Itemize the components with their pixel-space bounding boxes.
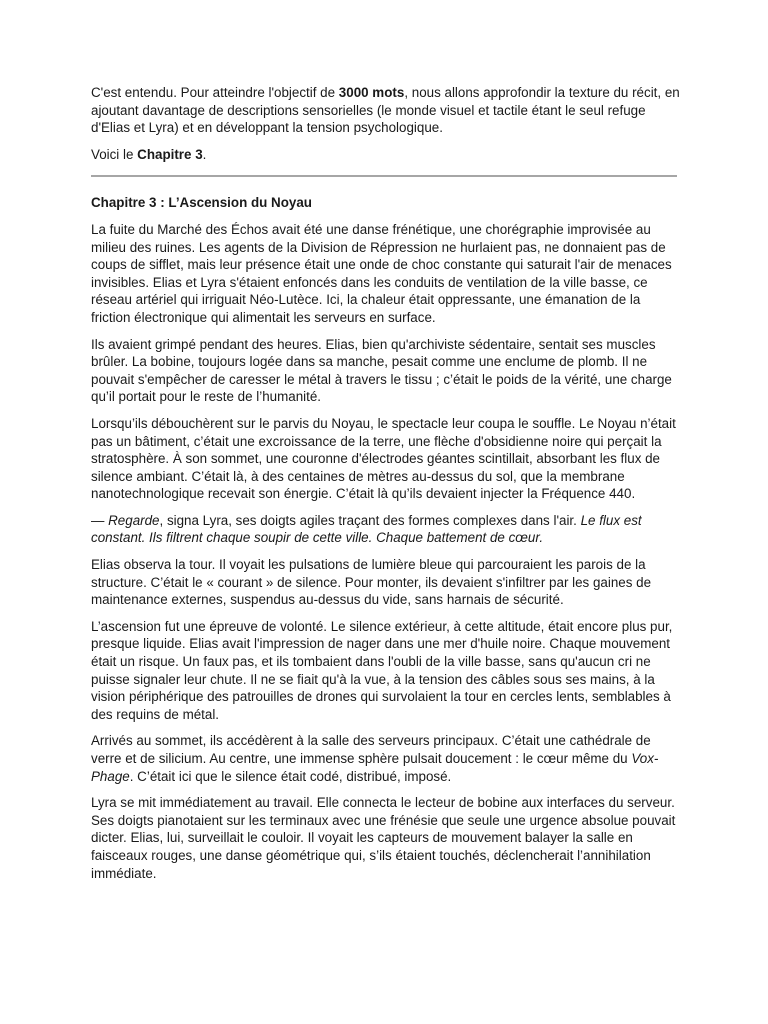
paragraph-6: L’ascension fut une épreuve de volonté. Le silence extérieur, à cette altitude, était encore plus pur, presque liquide. Elias avait l'impression de nager dans une mer d'huile noire. Chaque mouvement était un risque. Un faux pas, et ils tombaient dans l'oubli de la ville basse, sans qu'aucun cri ne puisse signaler leur chute. Il ne se fiait qu'à la vue, à la tension des câbles sous ses mains, à la vision périphérique des patrouilles de drones qui survolaient la tour en cercles lents, semblables à des requins de métal.	[91, 618, 673, 722]
intro-text-after: , nous allons approfondir la texture du récit, en ajoutant davantage de descriptions sensorielles (le monde visuel et tactile étant le seul refuge d'Elias et Lyra) et en développant la tension psychologique.	[91, 85, 680, 136]
paragraph-3: Lorsqu’ils débouchèrent sur le parvis du Noyau, le spectacle leur coupa le souffle. Le Noyau n’était pas un bâtiment, c’était une excroissance de la terre, une flèche d'obsidienne noire qui perçait la stratosphère. À son sommet, une couronne d'électrodes géantes scintillait, absorbant les flux de silence ambiant. C’était là, à des centaines de mètres au-dessus du sol, que la membrane nanotechnologique recevait son énergie. C’était là qu’ils devaient injecter la Fréquence 440.	[91, 415, 676, 502]
p7-italic-vox-phage: Vox-Phage	[91, 751, 659, 784]
dialogue-italic-1: Regarde	[108, 512, 160, 528]
p7-text-after: . C’était ici que le silence était codé, distribué, imposé.	[129, 768, 452, 784]
p7-text-before: Arrivés au sommet, ils accédèrent à la salle des serveurs principaux. C’était une cathédrale de verre et de silicium. Au centre, une immense sphère pulsait doucement : le cœur même du	[91, 733, 651, 766]
horizontal-divider	[91, 175, 677, 177]
paragraph-1: La fuite du Marché des Échos avait été une danse frénétique, une chorégraphie improvisée au milieu des ruines. Les agents de la Division de Répression ne hurlaient pas, ne donnaient pas de coups de sifflet, mais leur présence était une onde de choc constante qui saturait l'air de menaces invisibles. Elias et Lyra s'étaient enfoncés dans les conduits de ventilation de la ville basse, ce réseau artériel qui irriguait Néo-Lutèce. Ici, la chaleur était oppressante, une émanation de la friction électronique qui alimentait les serveurs en surface.	[91, 221, 672, 325]
chapter-announcement	[91, 146, 681, 164]
paragraph-7	[91, 732, 681, 785]
intro-paragraph	[91, 84, 681, 137]
paragraph-2: Ils avaient grimpé pendant des heures. Elias, bien qu'archiviste sédentaire, sentait ses muscles brûler. La bobine, toujours logée dans sa manche, pesait comme une enclume de plomb. Il ne pouvait s'empêcher de caresser le métal à travers le tissu ; c’était le poids de la vérité, une charge qu’il portait pour le reste de l’humanité.	[91, 336, 672, 405]
voici-text-after: .	[202, 146, 207, 162]
dialogue-italic-2: Le flux est constant. Ils filtrent chaque soupir de cette ville. Chaque battement de cœur.	[91, 512, 642, 546]
paragraph-5: Elias observa la tour. Il voyait les pulsations de lumière bleue qui parcouraient les parois de la structure. C’était le « courant » de silence. Pour monter, ils devaient s'infiltrer par les gaines de maintenance externes, suspendus au-dessus du vide, sans harnais de sécurité.	[91, 557, 652, 608]
voici-chapter-label: Chapitre 3	[137, 146, 203, 162]
paragraph-4-dialogue	[91, 512, 681, 547]
dialogue-dash: —	[91, 512, 109, 528]
dialogue-middle: , signa Lyra, ses doigts agiles traçant des formes complexes dans l'air.	[159, 512, 581, 528]
document-body	[91, 84, 681, 891]
intro-word-target: 3000 mots	[338, 85, 405, 100]
paragraph-8: Lyra se mit immédiatement au travail. Elle connecta le lecteur de bobine aux interfaces du serveur. Ses doigts pianotaient sur les terminaux avec une frénésie que seule une urgence absolue pouvait dicter. Elias, lui, surveillait le couloir. Il voyait les capteurs de mouvement balayer la salle en faisceaux rouges, une danse géométrique qui, s’ils étaient touchés, déclencherait l’annihilation immédiate.	[91, 795, 676, 881]
voici-text-before: Voici le	[91, 146, 138, 162]
intro-text-before: C'est entendu. Pour atteindre l'objectif de	[91, 85, 339, 100]
chapter-title: Chapitre 3 : L’Ascension du Noyau	[91, 195, 312, 211]
